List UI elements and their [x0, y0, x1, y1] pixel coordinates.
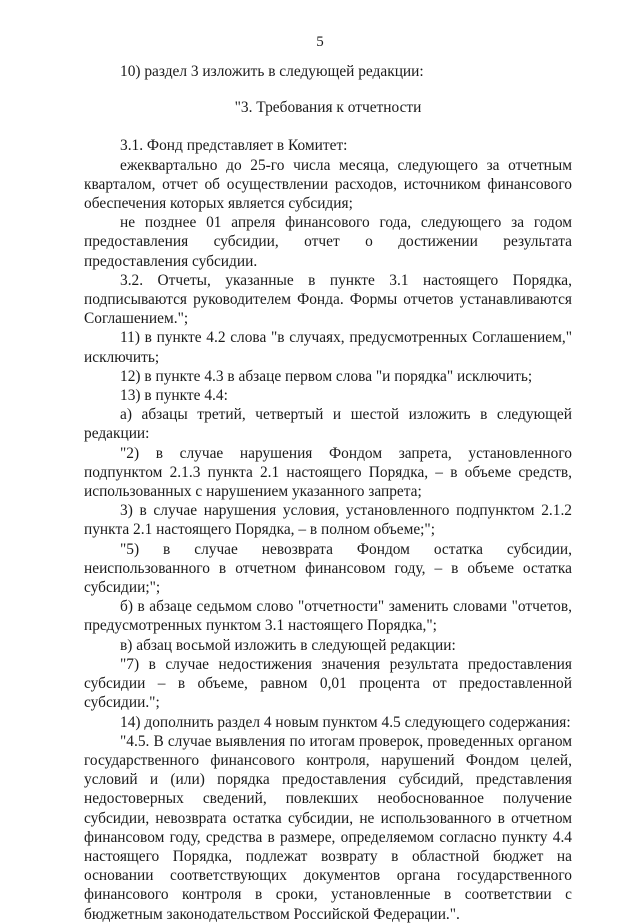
document-body	[84, 62, 572, 924]
paragraph-item-11: 11) в пункте 4.2 слова "в случаях, предусмотренных Соглашением," исключить;	[84, 329, 572, 366]
paragraph-quote-2: "2) в случае нарушения Фондом запрета, установленного подпунктом 2.1.3 пункта 2.1 настоящего Порядка, – в объеме средств, использованных с нарушением указанного запрета;	[84, 444, 572, 501]
paragraph-quote-3: 3) в случае нарушения условия, установленного подпунктом 2.1.2 пункта 2.1 настоящего Порядка, – в полном объеме;";	[84, 502, 572, 539]
paragraph-quarterly-report: ежеквартально до 25-го числа месяца, следующего за отчетным кварталом, отчет об осуществлении расходов, источником финансового обеспечения которых является субсидия;	[84, 156, 572, 213]
paragraph-item-12: 12) в пункте 4.3 в абзаце первом слова "и порядка" исключить;	[120, 367, 533, 385]
paragraph-sub-b: б) в абзаце седьмом слово "отчетности" заменить словами "отчетов, предусмотренных пунктом 3.1 настоящего Порядка,";	[84, 598, 572, 635]
paragraph-3-2: 3.2. Отчеты, указанные в пункте 3.1 настоящего Порядка, подписываются руководителем Фонда. Формы отчетов устанавливаются Соглашением.";	[84, 271, 572, 328]
paragraph-3-1: 3.1. Фонд представляет в Комитет:	[120, 137, 348, 155]
section-title: "3. Требования к отчетности	[234, 99, 422, 117]
paragraph-item-14: 14) дополнить раздел 4 новым пунктом 4.5 следующего содержания:	[120, 713, 571, 731]
paragraph-quote-5: "5) в случае невозврата Фондом остатка субсидии, неиспользованного в отчетном финансовом году, – в объеме остатка субсидии;";	[84, 540, 572, 597]
paragraph-annual-report: не позднее 01 апреля финансового года, следующего за годом предоставления субсидии, отчет о достижении результата предоставления субсидии.	[84, 214, 572, 270]
paragraph-quote-7: "7) в случае недостижения значения результата предоставления субсидии – в объеме, равном 0,01 процента от предоставленной субсидии.";	[84, 655, 572, 712]
paragraph-item-13: 13) в пункте 4.4:	[120, 387, 228, 405]
paragraph-sub-v: в) абзац восьмой изложить в следующей редакции:	[120, 636, 456, 654]
paragraph-sub-a: а) абзацы третий, четвертый и шестой изложить в следующей редакции:	[84, 406, 572, 443]
paragraph-item-10: 10) раздел 3 изложить в следующей редакции:	[120, 63, 424, 80]
paragraph-4-5: "4.5. В случае выявления по итогам проверок, проведенных органом государственного финансового контроля, нарушений Фондом целей, условий и (или) порядка предоставления субсидий, представления недостоверных сведений, повлекших необоснованное получение субсидии, невозврата остатка субсидии, не использованного в отчетном финансовом году, средства в размере, определяемом согласно пункту 4.4 настоящего Порядка, подлежат возврату в областной бюджет на основании соответствующих документов органа государственного финансового контроля в сроки, установленные в соответствии с бюджетным законодательством Российской Федерации.".	[84, 732, 572, 923]
page-number: 5	[316, 34, 324, 50]
